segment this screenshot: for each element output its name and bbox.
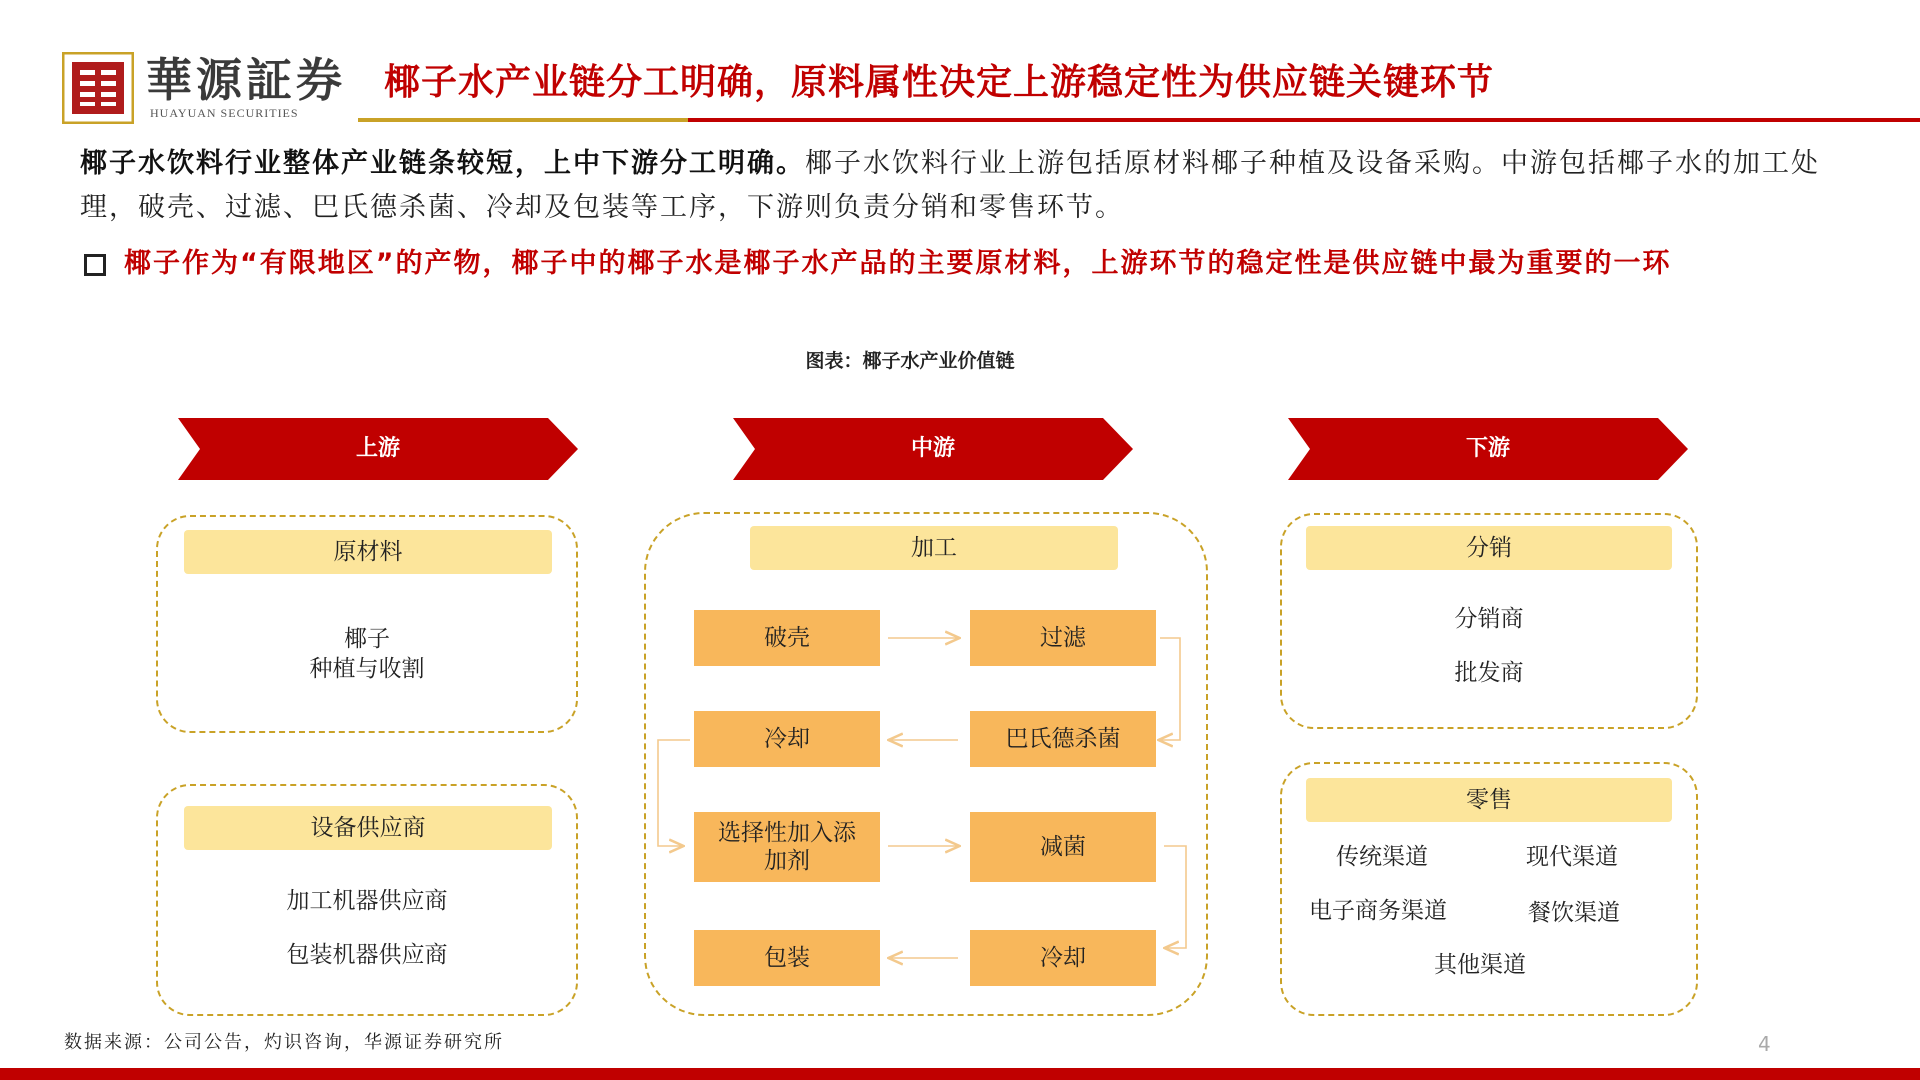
brand-name-english: HUAYUAN SECURITIES bbox=[150, 106, 299, 120]
stage-label-midstream: 中游 bbox=[910, 436, 955, 461]
raw-material-planting: 种植与收割 bbox=[309, 656, 425, 682]
bullet-square-icon bbox=[84, 254, 106, 276]
equipment-item: 加工机器供应商 bbox=[286, 888, 448, 914]
footer-bar bbox=[0, 1068, 1920, 1080]
group-title-equipment: 设备供应商 bbox=[184, 806, 552, 850]
group-title-retail: 零售 bbox=[1306, 778, 1672, 822]
retail-channel: 电子商务渠道 bbox=[1309, 898, 1447, 924]
group-title-distribution: 分销 bbox=[1306, 526, 1672, 570]
step-shell bbox=[694, 610, 880, 666]
stage-label-downstream: 下游 bbox=[1465, 436, 1510, 461]
equipment-item: 包装机器供应商 bbox=[286, 942, 448, 968]
stage-label-upstream: 上游 bbox=[355, 436, 400, 461]
distribution-item: 分销商 bbox=[1454, 606, 1524, 632]
header-divider-accent bbox=[358, 118, 688, 122]
retail-channel: 传统渠道 bbox=[1336, 844, 1428, 870]
data-source: 数据来源：公司公告，灼识咨询，华源证券研究所 bbox=[64, 1032, 504, 1053]
intro-text: 椰子水饮料行业上游包括原材料椰子种植及设备采购。中游包括椰子水的加工处理，破壳、过滤、巴氏德杀菌、冷却及包装等工序，下游则负责分销和零售环节。 bbox=[80, 148, 1820, 223]
step-label: 巴氏德杀菌 bbox=[1005, 726, 1121, 752]
company-logo-icon bbox=[62, 52, 134, 124]
intro-paragraph bbox=[80, 142, 1870, 230]
group-title-processing: 加工 bbox=[750, 526, 1118, 570]
step-additive bbox=[694, 812, 880, 882]
figure-caption: 图表：椰子水产业价值链 bbox=[805, 350, 1015, 372]
step-sterilize bbox=[970, 812, 1156, 882]
step-label: 过滤 bbox=[1040, 625, 1086, 651]
key-point: 椰子作为“有限地区”的产物，椰子中的椰子水是椰子水产品的主要原材料，上游环节的稳定性是供应链中最为重要的一环 bbox=[124, 248, 1672, 279]
page-title: 椰子水产业链分工明确，原料属性决定上游稳定性为供应链关键环节 bbox=[384, 62, 1495, 103]
step-label: 冷却 bbox=[1040, 945, 1086, 971]
distribution-item: 批发商 bbox=[1454, 660, 1524, 686]
group-title-raw-materials: 原材料 bbox=[184, 530, 552, 574]
step-label: 减菌 bbox=[1040, 834, 1086, 860]
step-label: 冷却 bbox=[764, 726, 810, 752]
retail-channel: 餐饮渠道 bbox=[1528, 900, 1620, 926]
step-label: 选择性加入添加剂 bbox=[718, 820, 856, 874]
step-cool-2 bbox=[970, 930, 1156, 986]
step-cool-1 bbox=[694, 711, 880, 767]
step-pack bbox=[694, 930, 880, 986]
raw-material-coconut: 椰子 bbox=[344, 626, 390, 652]
step-label: 包装 bbox=[764, 945, 810, 971]
step-filter bbox=[970, 610, 1156, 666]
brand-name: 華源証券 bbox=[146, 53, 346, 107]
page-number: 4 bbox=[1758, 1032, 1771, 1056]
step-label: 破壳 bbox=[764, 625, 810, 651]
step-pasteurize bbox=[970, 711, 1156, 767]
retail-channel: 现代渠道 bbox=[1526, 844, 1618, 870]
retail-channel: 其他渠道 bbox=[1434, 952, 1526, 978]
intro-bold: 椰子水饮料行业整体产业链条较短，上中下游分工明确。 bbox=[80, 148, 805, 179]
